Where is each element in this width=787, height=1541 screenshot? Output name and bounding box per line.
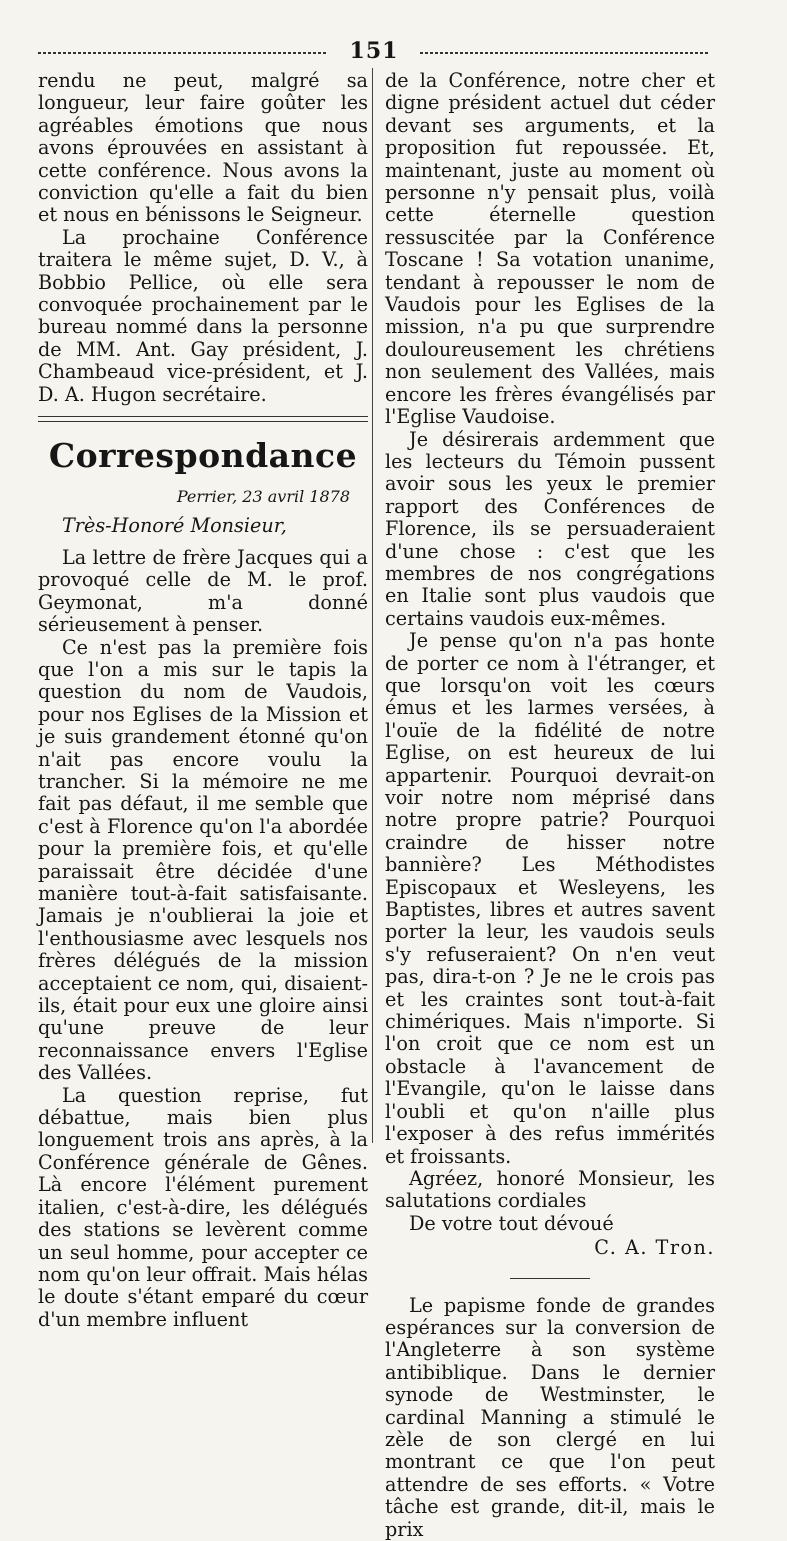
paragraph: La prochaine Conférence traitera le même sujet, D. V., à Bobbio Pellice, où elle sera convoquée prochainement par le bureau nommé dans la personne de MM. Ant. Gay président, J. Chambeaud vice-président, et J. D. A. Hugon secrétaire. <box>38 225 368 406</box>
page-header <box>38 38 710 64</box>
dateline: Perrier, 23 avril 1878 <box>176 487 350 507</box>
paragraph: Agréez, honoré Monsieur, les salutations cordiales <box>385 1166 715 1213</box>
salutation: Très-Honoré Monsieur, <box>62 513 287 537</box>
section-heading: Correspondance <box>48 436 358 476</box>
signature: C. A. Tron. <box>594 1236 715 1260</box>
left-column <box>38 70 368 1331</box>
short-divider <box>510 1278 590 1279</box>
section-divider <box>38 416 368 422</box>
paragraph: De votre tout dévoué <box>409 1211 614 1235</box>
header-rule-right <box>420 52 710 54</box>
paragraph: Le papisme fonde de grandes espérances sur la conversion de l'Angleterre à son système antibiblique. Dans le dernier synode de Westminster, le cardinal Manning a stimulé le zèle de son clergé en lui montrant ce que l'on peut attendre de ses efforts. « Votre tâche est grande, dit-il, mais le prix <box>385 1293 715 1541</box>
page-number: 151 <box>349 38 399 64</box>
right-column <box>385 70 715 1541</box>
paragraph: Je pense qu'on n'a pas honte de porter ce nom à l'étranger, et que lorsqu'on voit les cœurs émus et les larmes versées, à l'ouïe de la fidélité de notre Eglise, on est heureux de lui appartenir. Pourquoi devrait-on voir notre nom méprisé dans notre propre patrie? Pourquoi craindre de hisser notre bannière? Les Méthodistes Episcopaux et Wesleyens, les Baptistes, libres et autres savent porter la leur, les vaudois seuls s'y refuseraient? On n'en veut pas, dira-t-on ? Je ne le crois pas et les craintes sont tout-à-fait chimériques. Mais n'importe. Si l'on croit que ce nom est un obstacle à l'avancement de l'Evangile, qu'on le laisse dans l'oubli et qu'on n'aille plus l'exposer à des refus immérités et froissants. <box>385 629 715 1168</box>
paragraph: La question reprise, fut débattue, mais bien plus longuement trois ans après, à la Conférence générale de Gênes. Là encore l'élément purement italien, c'est-à-dire, les délégués des stations se levèrent comme un seul homme, pour accepter ce nom qu'on leur offrait. Mais hélas le doute s'étant emparé du cœur d'un membre influent <box>38 1083 368 1331</box>
column-divider <box>372 68 373 1143</box>
paragraph: La lettre de frère Jacques qui a provoqué celle de M. le prof. Geymonat, m'a donné sérieusement à penser. <box>38 545 368 637</box>
paragraph: Je désirerais ardemment que les lecteurs du Témoin pussent avoir sous les yeux le premier rapport des Conférences de Florence, ils se persuaderaient d'une chose : c'est que les membres de nos congrégations en Italie sont plus vaudois que certains vaudois eux-mêmes. <box>385 427 715 630</box>
paragraph: rendu ne peut, malgré sa longueur, leur faire goûter les agréables émotions que nous avons éprouvées en assistant à cette conférence. Nous avons la conviction qu'elle a fait du bien et nous en bénissons le Seigneur. <box>38 69 368 227</box>
paragraph: de la Conférence, notre cher et digne président actuel dut céder devant ses arguments, et la proposition fut repoussée. Et, maintenant, juste au moment où personne n'y pensait plus, voilà cette éternelle question ressuscitée par la Conférence Toscane ! Sa votation unanime, tendant à repousser le nom de Vaudois pour les Eglises de la mission, n'a pu que surprendre douloureusement les chrétiens non seulement des Vallées, mais encore les frères évangélisés par l'Eglise Vaudoise. <box>385 69 715 429</box>
paragraph: Ce n'est pas la première fois que l'on a mis sur le tapis la question du nom de Vaudois, pour nos Eglises de la Mission et je suis grandement étonné qu'on n'ait pas encore voulu la trancher. Si la mémoire ne me fait pas défaut, il me semble que c'est à Florence qu'on l'a abordée pour la première fois, et qu'elle paraissait être décidée d'une manière tout-à-fait satisfaisante. Jamais je n'oublierai la joie et l'enthousiasme avec lesquels nos frères délégués de la mission acceptaient ce nom, qui, disaient-ils, était pour eux une gloire ainsi qu'une preuve de leur reconnaissance envers l'Eglise des Vallées. <box>38 635 368 1085</box>
